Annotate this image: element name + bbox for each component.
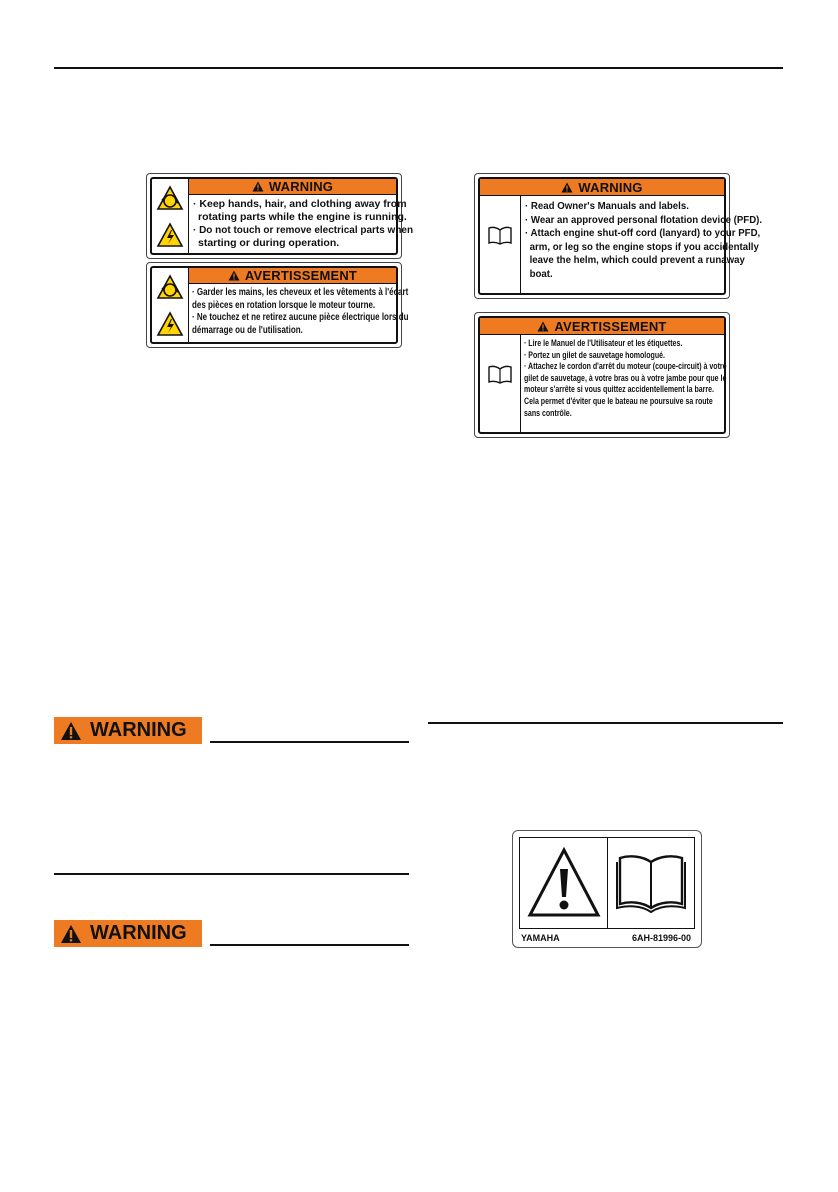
header-rule xyxy=(54,67,783,69)
label-body xyxy=(524,338,728,419)
label-header-text: AVERTISSEMENT xyxy=(554,318,667,334)
warning-triangle-icon xyxy=(537,321,549,332)
warning-banner-text: WARNING xyxy=(90,922,187,944)
label-line: · Ne touchez et ne retirez aucune pièce électrique lors du xyxy=(192,312,409,323)
warning-banner xyxy=(54,920,202,947)
label-line: démarrage ou de l'utilisation. xyxy=(192,324,303,336)
rotating-parts-icon xyxy=(156,185,184,211)
electric-shock-icon xyxy=(156,222,184,248)
label-line: sans contrôle. xyxy=(524,407,572,419)
label-body xyxy=(193,198,414,250)
warning-triangle-icon xyxy=(60,924,82,944)
brand-text: YAMAHA xyxy=(521,933,560,943)
manual-panel xyxy=(607,837,695,929)
exclamation-triangle-icon xyxy=(526,845,602,921)
label-line: · Portez un gilet de sauvetage homologué. xyxy=(524,349,666,361)
label-icon-column xyxy=(152,268,189,342)
warning-triangle-icon xyxy=(561,182,573,193)
label-header xyxy=(189,179,396,195)
section-rule xyxy=(54,873,409,875)
label-header-text: WARNING xyxy=(268,179,334,194)
label-line: · Garder les mains, les cheveux et les vêtements à l'écart xyxy=(192,287,409,298)
warning-triangle-icon xyxy=(228,270,240,281)
electric-shock-icon xyxy=(156,311,184,337)
label-line: starting or during operation. xyxy=(198,237,340,249)
label-header-text: WARNING xyxy=(578,179,643,195)
book-icon xyxy=(614,852,688,914)
label-line: gilet de sauvetage, à votre bras ou à votre jambe pour que le xyxy=(524,372,727,384)
part-number-text: 6AH-81996-00 xyxy=(631,933,691,943)
label-body xyxy=(525,200,763,281)
label-line: · Attach engine shut-off cord (lanyard) to your PFD, xyxy=(525,227,761,239)
label-line: arm, or leg so the engine stops if you accidentally xyxy=(529,240,759,253)
engine-warning-label-en xyxy=(146,173,414,259)
label-icon-column xyxy=(152,179,189,253)
label-line: · Read Owner's Manuals and labels. xyxy=(525,200,689,212)
label-header-text: AVERTISSEMENT xyxy=(244,268,358,283)
label-line: · Keep hands, hair, and clothing away from xyxy=(193,198,407,210)
label-icon-column xyxy=(480,318,521,432)
book-icon xyxy=(487,226,513,246)
warning-banner xyxy=(54,717,202,744)
warning-rule xyxy=(210,944,409,946)
label-line: Cela permet d'éviter que le bateau ne poursuive sa route xyxy=(524,395,713,407)
label-line: boat. xyxy=(529,267,553,280)
label-body xyxy=(192,287,409,337)
warning-triangle-icon xyxy=(60,721,82,741)
book-icon xyxy=(487,365,513,385)
label-line: · Attachez le cordon d'arrêt du moteur (coupe-circuit) à votre xyxy=(524,361,727,373)
label-line: · Wear an approved personal flotation device (PFD). xyxy=(525,213,763,226)
caution-panel xyxy=(519,837,608,929)
label-line: des pièces en rotation lorsque le moteur tourne. xyxy=(192,299,376,311)
manual-warning-label-en xyxy=(474,173,763,299)
label-line: leave the helm, which could prevent a runaway xyxy=(529,254,745,266)
warning-rule xyxy=(210,741,409,743)
engine-warning-label-fr xyxy=(146,262,409,348)
label-line: · Do not touch or remove electrical parts when xyxy=(193,224,414,236)
label-line: · Lire le Manuel de l'Utilisateur et les étiquettes. xyxy=(524,338,683,349)
label-icon-column xyxy=(480,179,521,293)
label-line: moteur s'arrête si vous quittez accidentellement la barre. xyxy=(524,384,714,396)
warning-triangle-icon xyxy=(252,181,264,192)
section-rule xyxy=(428,722,783,724)
label-header xyxy=(189,268,396,284)
yamaha-symbol-label xyxy=(512,830,702,948)
manual-warning-label-fr xyxy=(474,312,730,438)
rotating-parts-icon xyxy=(156,274,184,300)
label-header xyxy=(480,179,724,196)
label-line: rotating parts while the engine is running. xyxy=(198,211,407,223)
label-header xyxy=(480,318,724,335)
warning-banner-text: WARNING xyxy=(90,719,187,741)
